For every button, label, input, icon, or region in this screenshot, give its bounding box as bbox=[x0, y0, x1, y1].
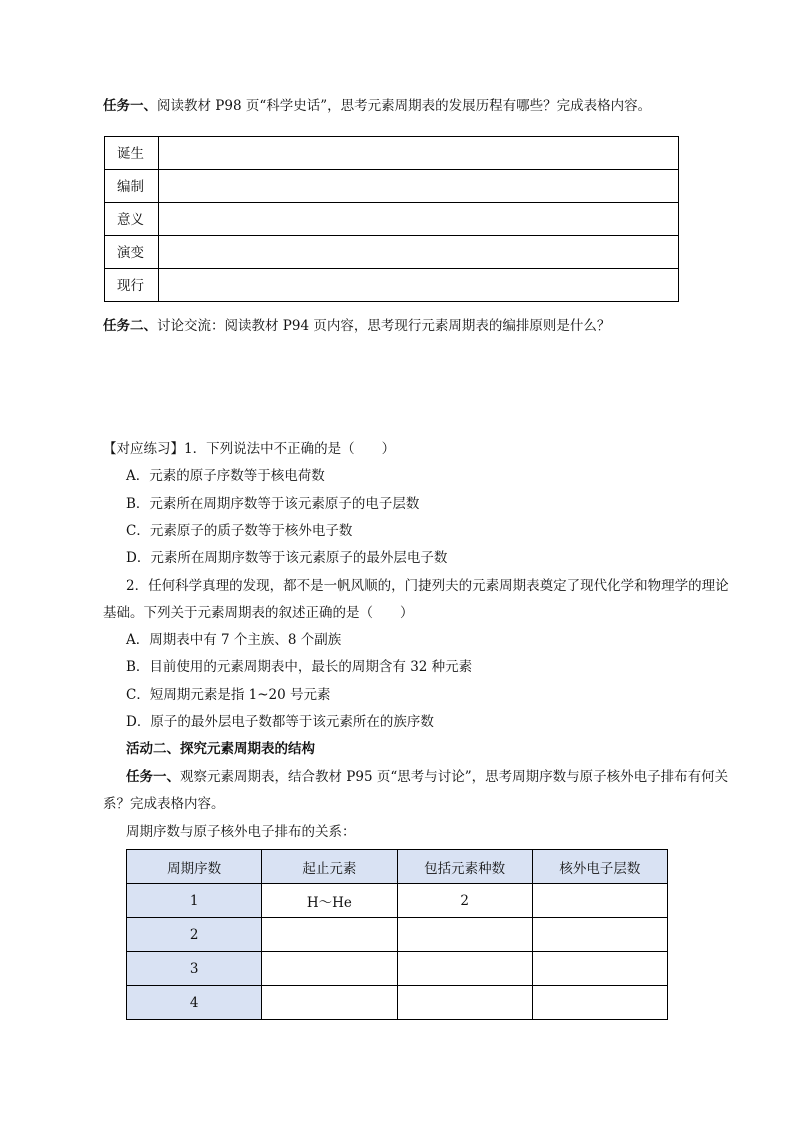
task1-text: 阅读教材 P98 页“科学史话”，思考元素周期表的发展历程有哪些？完成表格内容。 bbox=[157, 98, 652, 114]
history-answer-evolution[interactable] bbox=[159, 236, 679, 269]
practice-q1-title: 【对应练习】1．下列说法中不正确的是（ ） bbox=[103, 441, 396, 457]
history-label-meaning: 意义 bbox=[105, 203, 159, 236]
start-end-element-cell[interactable] bbox=[262, 986, 397, 1020]
task2-text: 讨论交流：阅读教材 P94 页内容，思考现行元素周期表的编排原则是什么？ bbox=[157, 318, 611, 334]
table-row bbox=[127, 918, 668, 952]
start-end-element-cell[interactable] bbox=[262, 952, 397, 986]
practice-q2-line2: 基础。下列关于元素周期表的叙述正确的是（ ） bbox=[103, 605, 414, 621]
column-header: 起止元素 bbox=[262, 850, 397, 884]
practice-q2-option-d: D．原子的最外层电子数都等于该元素所在的族序数 bbox=[126, 714, 434, 730]
practice-q2-line1: 2．任何科学真理的发现，都不是一帆风顺的，门捷列夫的元素周期表奠定了现代化学和物理学的理论 bbox=[126, 578, 729, 594]
history-answer-current[interactable] bbox=[159, 269, 679, 302]
electron-shell-cell[interactable] bbox=[532, 884, 667, 918]
column-header: 包括元素种数 bbox=[397, 850, 532, 884]
start-end-element-cell[interactable] bbox=[262, 918, 397, 952]
electron-shell-cell[interactable] bbox=[532, 918, 667, 952]
practice-q2-option-a: A．周期表中有 7 个主族、8 个副族 bbox=[126, 632, 342, 648]
period-table bbox=[126, 849, 668, 1020]
period-number-cell: 4 bbox=[127, 986, 262, 1020]
electron-shell-cell[interactable] bbox=[532, 986, 667, 1020]
electron-shell-cell[interactable] bbox=[532, 952, 667, 986]
practice-q1-option-d: D．元素所在周期序数等于该元素原子的最外层电子数 bbox=[126, 550, 448, 566]
task1-label: 任务一、 bbox=[103, 98, 157, 114]
element-count-cell[interactable] bbox=[397, 918, 532, 952]
activity2-title: 活动二、探究元素周期表的结构 bbox=[126, 741, 315, 757]
history-answer-compile[interactable] bbox=[159, 170, 679, 203]
practice-q2-option-c: C．短周期元素是指 1~20 号元素 bbox=[126, 687, 331, 703]
practice-q1-option-a: A．元素的原子序数等于核电荷数 bbox=[126, 468, 325, 484]
history-label-evolution: 演变 bbox=[105, 236, 159, 269]
start-end-element-cell[interactable]: H～He bbox=[262, 884, 397, 918]
table-row bbox=[127, 884, 668, 918]
period-number-cell: 1 bbox=[127, 884, 262, 918]
table-row bbox=[105, 236, 679, 269]
table-row bbox=[105, 269, 679, 302]
task2-heading bbox=[103, 316, 610, 336]
history-answer-birth[interactable] bbox=[159, 137, 679, 170]
period-number-cell: 2 bbox=[127, 918, 262, 952]
task1b-line2: 系？完成表格内容。 bbox=[103, 796, 225, 812]
column-header: 核外电子层数 bbox=[532, 850, 667, 884]
history-answer-meaning[interactable] bbox=[159, 203, 679, 236]
history-label-current: 现行 bbox=[105, 269, 159, 302]
period-table-caption: 周期序数与原子核外电子排布的关系： bbox=[126, 824, 356, 840]
element-count-cell[interactable] bbox=[397, 986, 532, 1020]
practice-q1-option-b: B．元素所在周期序数等于该元素原子的电子层数 bbox=[126, 496, 420, 512]
practice-q2-option-b: B．目前使用的元素周期表中，最长的周期含有 32 种元素 bbox=[126, 659, 473, 675]
period-number-cell: 3 bbox=[127, 952, 262, 986]
practice-q1-option-c: C．元素原子的质子数等于核外电子数 bbox=[126, 523, 353, 539]
table-row bbox=[105, 137, 679, 170]
element-count-cell[interactable]: 2 bbox=[397, 884, 532, 918]
task1b-label: 任务一、 bbox=[126, 769, 180, 785]
history-label-compile: 编制 bbox=[105, 170, 159, 203]
task1b-line1 bbox=[126, 767, 728, 787]
task1b-text: 观察元素周期表，结合教材 P95 页“思考与讨论”，思考周期序数与原子核外电子排布有何关 bbox=[180, 769, 729, 785]
history-label-birth: 诞生 bbox=[105, 137, 159, 170]
table-header-row bbox=[127, 850, 668, 884]
history-table bbox=[104, 136, 679, 302]
table-row bbox=[105, 170, 679, 203]
table-row bbox=[105, 203, 679, 236]
table-row bbox=[127, 986, 668, 1020]
element-count-cell[interactable] bbox=[397, 952, 532, 986]
task2-label: 任务二、 bbox=[103, 318, 157, 334]
task1-heading bbox=[103, 96, 651, 116]
column-header: 周期序数 bbox=[127, 850, 262, 884]
table-row bbox=[127, 952, 668, 986]
